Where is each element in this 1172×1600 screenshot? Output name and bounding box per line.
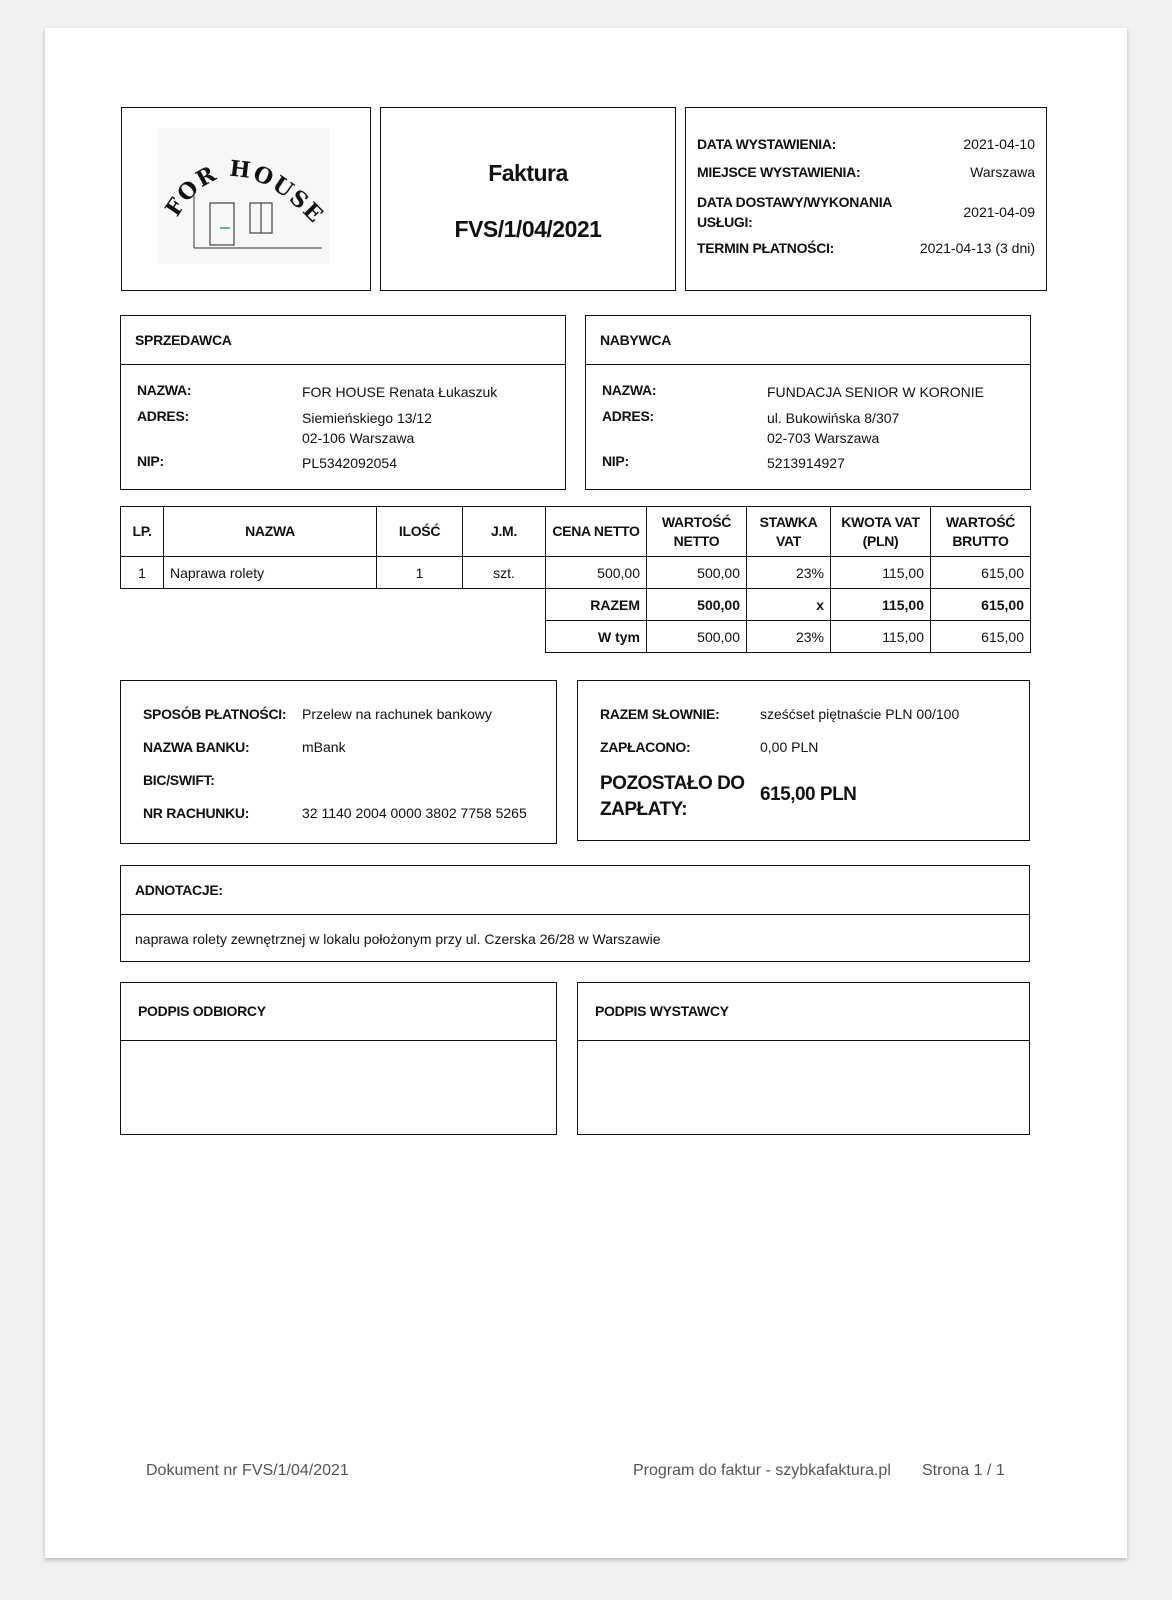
col-gross: WARTOŚĆ BRUTTO bbox=[931, 507, 1031, 557]
table-header-row bbox=[121, 507, 1031, 557]
invoice-page bbox=[45, 28, 1127, 1558]
summary-box bbox=[577, 680, 1030, 841]
col-name: NAZWA bbox=[164, 507, 377, 557]
issuer-signature-label: PODPIS WYSTAWCY bbox=[595, 1003, 729, 1019]
paid-amount: 0,00 PLN bbox=[760, 739, 819, 755]
payment-due-label: TERMIN PŁATNOŚCI: bbox=[697, 240, 834, 256]
amount-due: 615,00 PLN bbox=[760, 784, 857, 805]
issue-place-label: MIEJSCE WYSTAWIENIA: bbox=[697, 164, 861, 180]
row-vat-amount: 115,00 bbox=[831, 557, 931, 589]
account-number: 32 1140 2004 0000 3802 7758 5265 bbox=[302, 805, 527, 821]
issue-place-value: Warszawa bbox=[970, 164, 1035, 180]
buyer-heading: NABYWCA bbox=[600, 332, 672, 348]
items-table bbox=[120, 506, 1031, 653]
notes-text: naprawa rolety zewnętrznej w lokalu położonym przy ul. Czerska 26/28 w Warszawie bbox=[135, 931, 661, 947]
row-net-price: 500,00 bbox=[546, 557, 647, 589]
amount-due-label: POZOSTAŁO DO ZAPŁATY: bbox=[600, 773, 745, 820]
row-lp: 1 bbox=[121, 557, 164, 589]
row-name: Naprawa rolety bbox=[164, 557, 377, 589]
row-vat-rate: 23% bbox=[747, 557, 831, 589]
delivery-date-row bbox=[697, 192, 1035, 232]
row-qty: 1 bbox=[377, 557, 463, 589]
breakdown-net-value: 500,00 bbox=[647, 621, 747, 653]
row-gross: 615,00 bbox=[931, 557, 1031, 589]
paid-label: ZAPŁACONO: bbox=[600, 739, 691, 755]
issue-date-value: 2021-04-10 bbox=[963, 136, 1035, 152]
footer-program-link[interactable]: Program do faktur - szybkafaktura.pl bbox=[633, 1462, 891, 1479]
seller-name-label: NAZWA: bbox=[137, 382, 192, 398]
issue-date-label: DATA WYSTAWIENIA: bbox=[697, 136, 837, 152]
swift-label: BIC/SWIFT: bbox=[143, 772, 215, 788]
dates-box bbox=[685, 107, 1047, 291]
delivery-date-value: 2021-04-09 bbox=[963, 204, 1035, 220]
issue-date-row bbox=[697, 136, 1035, 152]
footer-page-number: Strona 1 / 1 bbox=[922, 1462, 1005, 1479]
col-vat-rate: STAWKA VAT bbox=[747, 507, 831, 557]
logo-box bbox=[121, 107, 371, 291]
payment-due-row bbox=[697, 240, 1035, 256]
total-vat-amount: 115,00 bbox=[831, 589, 931, 621]
payment-box bbox=[120, 680, 557, 844]
col-qty: ILOŚĆ bbox=[377, 507, 463, 557]
seller-name: FOR HOUSE Renata Łukaszuk bbox=[302, 384, 498, 400]
amount-in-words-label: RAZEM SŁOWNIE: bbox=[600, 706, 720, 722]
total-vat-rate: x bbox=[747, 589, 831, 621]
receiver-signature-box bbox=[120, 982, 557, 1135]
company-logo bbox=[122, 108, 370, 290]
notes-box bbox=[120, 865, 1030, 962]
table-row bbox=[121, 557, 1031, 589]
bank-name-label: NAZWA BANKU: bbox=[143, 739, 250, 755]
buyer-name-label: NAZWA: bbox=[602, 382, 657, 398]
delivery-date-label: DATA DOSTAWY/WYKONANIA USŁUGI: bbox=[697, 194, 892, 230]
account-number-label: NR RACHUNKU: bbox=[143, 805, 250, 821]
payment-method: Przelew na rachunek bankowy bbox=[302, 706, 492, 722]
issuer-signature-box bbox=[577, 982, 1030, 1135]
total-gross: 615,00 bbox=[931, 589, 1031, 621]
notes-heading: ADNOTACJE: bbox=[135, 882, 223, 898]
buyer-address-line1: ul. Bukowińska 8/307 bbox=[767, 410, 900, 426]
col-vat-amount: KWOTA VAT (PLN) bbox=[831, 507, 931, 557]
bank-name: mBank bbox=[302, 739, 346, 755]
receiver-signature-label: PODPIS ODBIORCY bbox=[138, 1003, 266, 1019]
svg-text:FOR HOUSE: FOR HOUSE bbox=[160, 155, 330, 230]
total-label: RAZEM bbox=[546, 589, 647, 621]
row-unit: szt. bbox=[463, 557, 546, 589]
issue-place-row bbox=[697, 164, 1035, 180]
breakdown-vat-rate: 23% bbox=[747, 621, 831, 653]
invoice-title-box bbox=[380, 107, 676, 291]
payment-due-value: 2021-04-13 (3 dni) bbox=[919, 240, 1035, 256]
buyer-name: FUNDACJA SENIOR W KORONIE bbox=[767, 384, 985, 400]
buyer-address-line2: 02-703 Warszawa bbox=[767, 430, 880, 446]
col-net-price: CENA NETTO bbox=[546, 507, 647, 557]
invoice-title: Faktura bbox=[488, 160, 568, 186]
breakdown-row bbox=[121, 621, 1031, 653]
breakdown-label: W tym bbox=[546, 621, 647, 653]
col-unit: J.M. bbox=[463, 507, 546, 557]
total-row bbox=[121, 589, 1031, 621]
row-net-value: 500,00 bbox=[647, 557, 747, 589]
breakdown-vat-amount: 115,00 bbox=[831, 621, 931, 653]
seller-nip-label: NIP: bbox=[137, 453, 164, 469]
seller-address-line1: Siemieńskiego 13/12 bbox=[302, 410, 432, 426]
seller-address-line2: 02-106 Warszawa bbox=[302, 430, 415, 446]
buyer-nip: 5213914927 bbox=[767, 455, 845, 471]
col-lp: LP. bbox=[121, 507, 164, 557]
seller-nip: PL5342092054 bbox=[302, 455, 397, 471]
seller-address-label: ADRES: bbox=[137, 408, 189, 424]
payment-method-label: SPOSÓB PŁATNOŚCI: bbox=[143, 706, 287, 722]
buyer-nip-label: NIP: bbox=[602, 453, 629, 469]
invoice-number: FVS/1/04/2021 bbox=[454, 216, 602, 242]
buyer-box bbox=[585, 315, 1031, 490]
amount-in-words: sześćset piętnaście PLN 00/100 bbox=[760, 706, 960, 722]
col-net-value: WARTOŚĆ NETTO bbox=[647, 507, 747, 557]
total-net-value: 500,00 bbox=[647, 589, 747, 621]
buyer-address-label: ADRES: bbox=[602, 408, 654, 424]
seller-heading: SPRZEDAWCA bbox=[135, 332, 232, 348]
footer-document-number: Dokument nr FVS/1/04/2021 bbox=[146, 1462, 349, 1479]
breakdown-gross: 615,00 bbox=[931, 621, 1031, 653]
seller-box bbox=[120, 315, 566, 490]
